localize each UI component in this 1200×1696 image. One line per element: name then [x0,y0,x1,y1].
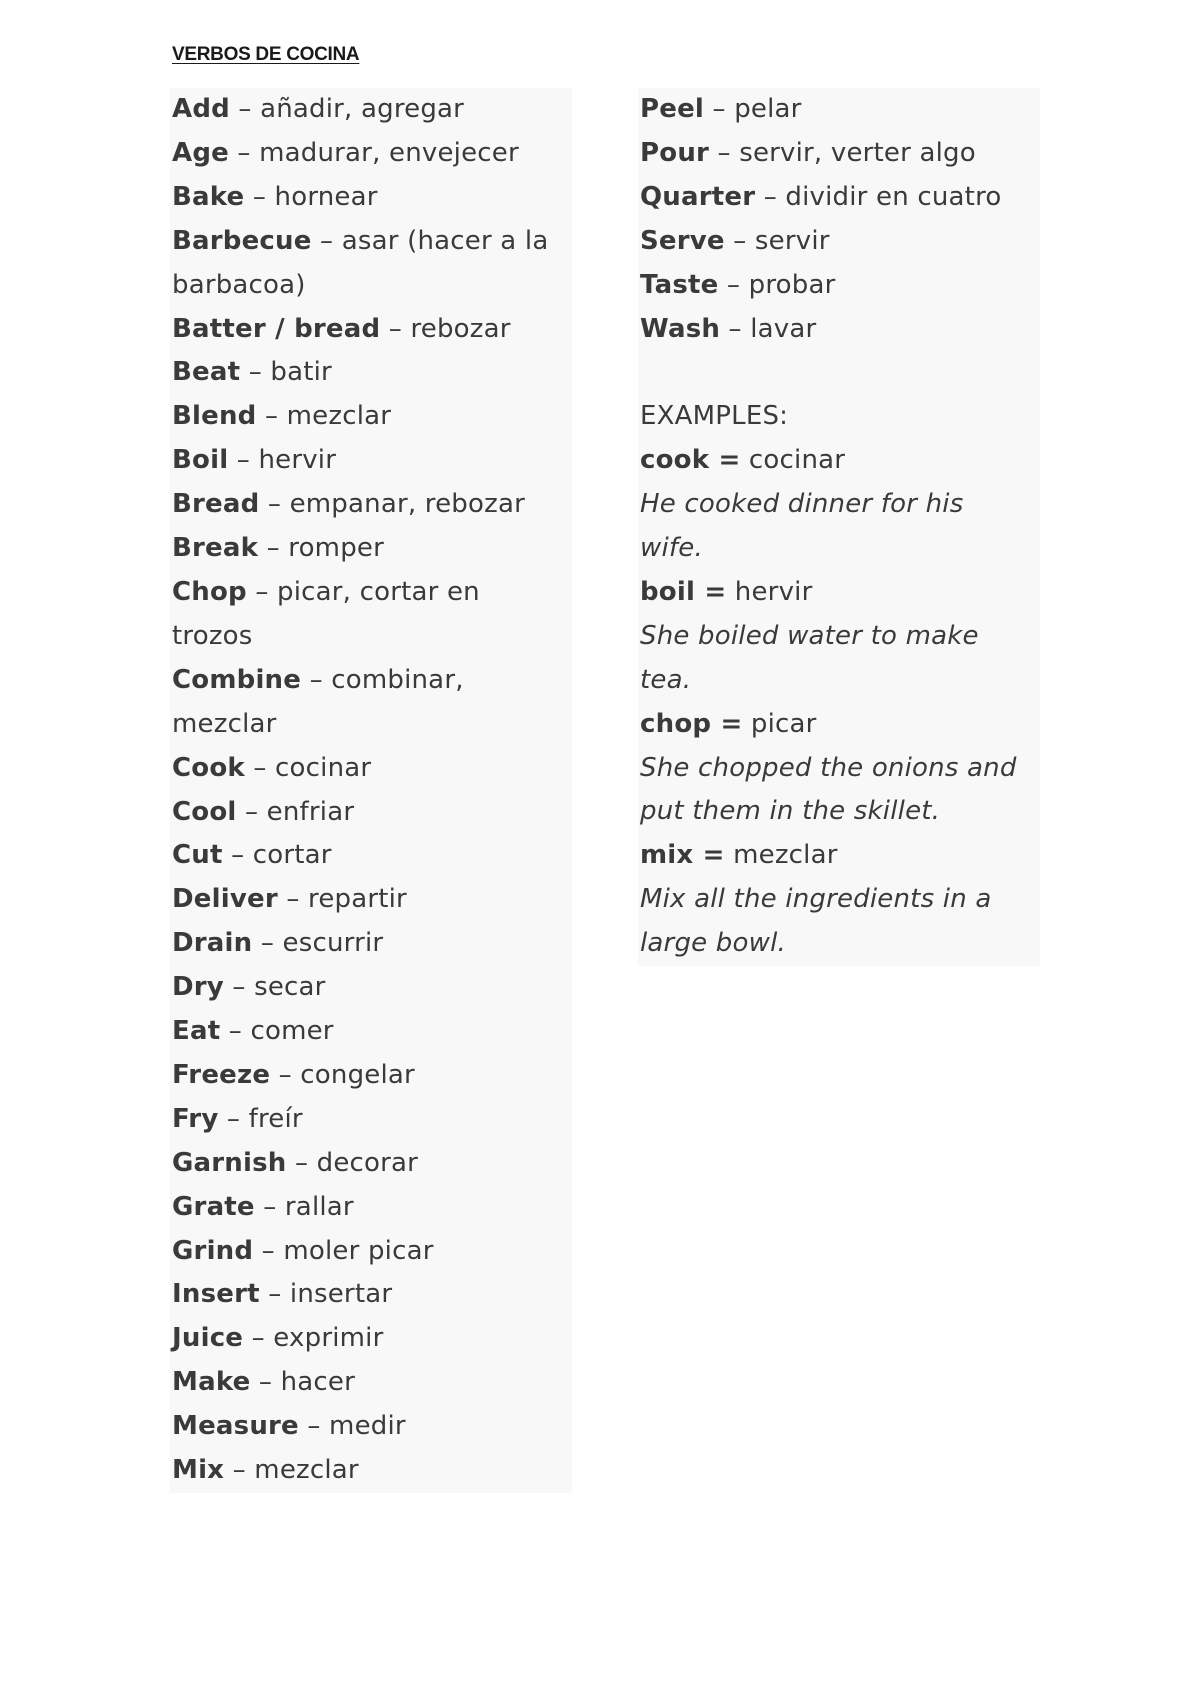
vocabulary-entry [172,439,570,483]
verb-term: Pour [640,137,710,168]
verb-translation: exprimir [273,1323,384,1354]
vocabulary-entry [172,1010,570,1054]
verb-term: Add [172,94,230,124]
separator: – [222,840,253,871]
separator: – [259,489,290,520]
verb-translation: rallar [284,1191,354,1222]
verb-term: Make [172,1367,251,1398]
separator: – [709,137,740,168]
vocabulary-entry [172,395,570,439]
verb-translation: pelar [734,94,802,124]
example-translation: cocinar [740,445,846,476]
verb-term: Cut [172,840,223,871]
verb-translation: congelar [300,1059,415,1090]
vocabulary-entry [172,1317,570,1361]
vocabulary-entry [640,220,1038,264]
separator: – [254,1191,285,1222]
separator: – [311,225,342,256]
verb-term: Beat [172,357,241,388]
verb-term: Grate [172,1191,255,1222]
verb-translation-continuation: trozos [172,620,253,651]
separator: – [277,884,308,915]
verb-term: Age [172,137,229,168]
verb-translation: combinar, [331,664,464,695]
vocabulary-entry [172,132,570,176]
verb-translation-continuation: barbacoa) [172,269,306,300]
verb-translation: freír [248,1103,303,1134]
separator: – [236,796,267,827]
verb-term: Fry [172,1103,219,1134]
verb-translation: repartir [308,884,407,915]
separator: – [298,1411,330,1442]
verb-term: Eat [172,1016,221,1047]
vocabulary-entry [640,88,1038,132]
example-verb [640,571,1038,615]
verb-translation: comer [250,1016,334,1047]
separator: – [704,94,735,124]
separator: – [258,533,289,564]
separator: – [256,401,287,432]
verb-term: Cook [172,752,245,783]
separator: – [229,94,261,124]
verb-translation: enfriar [266,796,355,827]
verb-term: Drain [172,928,253,959]
example-verb [640,834,1038,878]
verb-translation: servir [754,225,830,256]
example-sentence: tea. [640,664,692,695]
verb-translation: asar (hacer a la [341,225,549,256]
vocabulary-entry [640,132,1038,176]
separator: – [252,928,283,959]
separator: – [223,972,255,1003]
verb-term: Measure [172,1411,299,1442]
vocabulary-entry [172,878,570,922]
verb-translation: servir, verter algo [739,137,976,168]
verb-term: Juice [172,1323,244,1354]
verb-translation: mezclar [254,1455,359,1486]
separator: – [720,313,751,344]
separator: – [253,1235,284,1266]
examples-heading: EXAMPLES: [640,401,789,432]
verb-term: Mix [172,1455,225,1486]
vocabulary-entry [172,1449,570,1493]
example-translation: hervir [726,576,813,607]
example-sentence: large bowl. [640,928,786,959]
example-translation: mezclar [724,840,838,871]
verb-term: Blend [172,401,257,432]
separator: – [244,181,275,212]
verb-term: Taste [640,269,719,300]
verb-translation-continuation: mezclar [172,708,277,739]
verb-term: Dry [172,972,224,1003]
verb-term: Batter / bread [172,313,381,344]
example-sentence: Mix all the ingredients in a [640,884,992,915]
document-title: VERBOS DE COCINA [172,44,360,65]
vocabulary-entry [172,922,570,966]
separator: – [218,1103,249,1134]
verb-term: Quarter [640,181,756,212]
vocabulary-entry [172,483,570,527]
separator: – [228,445,259,476]
example-verb [640,703,1038,747]
example-term: boil = [640,576,727,607]
verb-translation: hornear [274,181,378,212]
verb-translation: secar [254,972,326,1003]
verb-term: Barbecue [172,225,312,256]
verb-translation: empanar, rebozar [289,489,525,520]
vocabulary-entry [640,308,1038,352]
example-sentence: He cooked dinner for his [640,489,964,520]
vocabulary-entry [172,791,570,835]
separator: – [228,137,260,168]
right-vocabulary-list [640,88,1038,351]
vocabulary-entry [172,1273,570,1317]
separator: – [246,576,278,607]
separator: – [259,1279,290,1310]
verb-term: Combine [172,664,302,695]
verb-term: Wash [640,313,721,344]
separator: – [286,1147,317,1178]
example-verb [640,439,1038,483]
verb-translation: hacer [280,1367,355,1398]
verb-translation: escurrir [282,928,384,959]
verb-translation: añadir, agregar [260,94,465,124]
verb-translation: decorar [316,1147,419,1178]
example-sentence: She boiled water to make [640,620,979,651]
vocabulary-entry [172,1230,570,1274]
vocabulary-entry [640,176,1038,220]
verb-translation: romper [288,533,384,564]
verb-translation: madurar, envejecer [259,137,519,168]
vocabulary-entry [172,220,570,264]
example-term: mix = [640,840,725,871]
example-term: chop = [640,708,743,739]
verb-term: Grind [172,1235,254,1266]
verb-translation: batir [270,357,332,388]
vocabulary-entry [640,264,1038,308]
verb-term: Serve [640,225,725,256]
vocabulary-entry [172,308,570,352]
separator: – [243,1323,274,1354]
vocabulary-entry [172,1098,570,1142]
verb-term: Peel [640,94,705,124]
separator: – [244,752,276,783]
vocabulary-entry [172,1361,570,1405]
examples-list [640,439,1038,966]
verb-translation: dividir en cuatro [785,181,1002,212]
verb-term: Insert [172,1279,260,1310]
separator: – [240,357,271,388]
example-sentence: She chopped the onions and [640,752,1017,783]
verb-translation: picar, cortar en [277,576,480,607]
verb-translation: medir [329,1411,406,1442]
left-vocabulary-column [170,88,572,1493]
separator: – [724,225,755,256]
separator: – [301,664,332,695]
verb-translation: mezclar [286,401,392,432]
verb-term: Bake [172,181,245,212]
vocabulary-entry [172,659,570,703]
verb-term: Cool [172,796,237,827]
vocabulary-entry [172,571,570,615]
example-sentence: wife. [640,533,703,564]
verb-term: Garnish [172,1147,287,1178]
separator: – [250,1367,281,1398]
separator: – [380,313,411,344]
vocabulary-entry [172,88,570,132]
vocabulary-entry [172,351,570,395]
right-vocabulary-column [638,88,1040,966]
separator: – [718,269,749,300]
verb-term: Deliver [172,884,278,915]
verb-term: Chop [172,576,247,607]
example-term: cook = [640,445,741,476]
vocabulary-entry [172,176,570,220]
separator: – [755,181,786,212]
verb-translation: hervir [258,445,337,476]
verb-translation: moler picar [283,1235,434,1266]
verb-translation: cortar [252,840,332,871]
separator: – [220,1016,251,1047]
verb-term: Bread [172,489,260,520]
example-sentence: put them in the skillet. [640,796,941,827]
separator: – [270,1059,301,1090]
verb-term: Break [172,533,259,564]
vocabulary-entry [172,1142,570,1186]
verb-translation: rebozar [410,313,511,344]
vocabulary-entry [172,834,570,878]
verb-term: Freeze [172,1059,271,1090]
verb-translation: cocinar [275,752,372,783]
separator: – [224,1455,255,1486]
vocabulary-entry [172,1405,570,1449]
vocabulary-entry [172,527,570,571]
verb-translation: probar [748,269,836,300]
verb-term: Boil [172,445,229,476]
verb-translation: insertar [289,1279,393,1310]
example-translation: picar [742,708,817,739]
vocabulary-entry [172,966,570,1010]
verb-translation: lavar [750,313,817,344]
spacer [640,351,1038,395]
vocabulary-entry [172,1186,570,1230]
vocabulary-entry [172,747,570,791]
vocabulary-entry [172,1054,570,1098]
